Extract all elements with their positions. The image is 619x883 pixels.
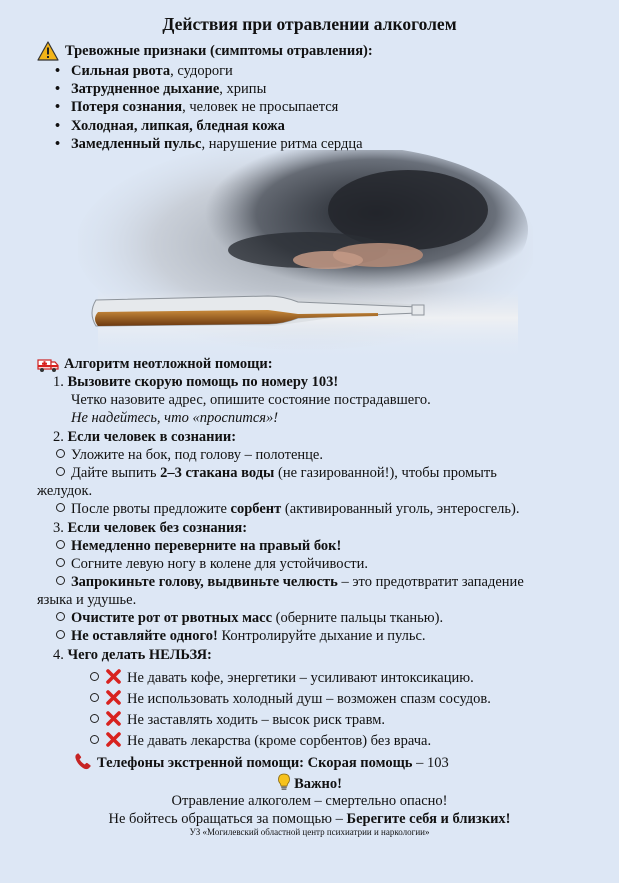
step-3-item: Согните левую ногу в колене для устойчивости.: [56, 555, 368, 573]
symptom-item: • Затрудненное дыхание, хрипы: [55, 80, 363, 98]
step-1-note: Не надейтесь, что «проспится»!: [71, 410, 279, 426]
emergency-phones: Телефоны экстренной помощи: Скорая помощь – 103: [74, 752, 449, 772]
step-3-item: Запрокиньте голову, выдвиньте челюсть – это предотвратит западение: [56, 573, 524, 591]
dont-item: Не заставлять ходить – высок риск травм.: [90, 710, 385, 729]
important-heading: Важно!: [0, 773, 619, 793]
step-3-item: Немедленно переверните на правый бок!: [56, 537, 341, 555]
important-line-2: Не бойтесь обращаться за помощью – Берегите себя и близких!: [108, 811, 511, 827]
phone-icon: [74, 752, 92, 770]
dont-item: Не давать кофе, энергетики – усиливают интоксикацию.: [90, 668, 474, 687]
step-1-line: Четко назовите адрес, опишите состояние пострадавшего.: [71, 392, 431, 408]
step-3-item: Не оставляйте одного! Контролируйте дыхание и пульс.: [56, 627, 426, 645]
cross-icon: [105, 710, 122, 727]
step-3-item-wrap: языка и удушье.: [37, 592, 137, 608]
cross-icon: [105, 689, 122, 706]
cross-icon: [105, 731, 122, 748]
important-line-1: Отравление алкоголем – смертельно опасно!: [171, 793, 448, 809]
lightbulb-icon: [277, 773, 291, 791]
illustration-photo: [78, 150, 533, 360]
dont-item: Не использовать холодный душ – возможен спазм сосудов.: [90, 689, 491, 708]
footer-organization: УЗ «Могилевский областной центр психиатрии и наркологии»: [189, 827, 430, 837]
symptom-item: • Замедленный пульс, нарушение ритма сердца: [55, 135, 363, 153]
symptom-item: • Сильная рвота, судороги: [55, 62, 363, 80]
page-title: Действия при отравлении алкоголем: [162, 14, 457, 34]
step-2-item-wrap: желудок.: [37, 483, 93, 499]
step-1-title: 1. Вызовите скорую помощь по номеру 103!: [53, 374, 339, 390]
step-2-item: Дайте выпить 2–3 стакана воды (не газированной!), чтобы промыть: [56, 464, 497, 482]
symptoms-list: [55, 62, 363, 153]
step-2-item: После рвоты предложите сорбент (активированный уголь, энтеросгель).: [56, 500, 519, 518]
step-4-title: 4. Чего делать НЕЛЬЗЯ:: [53, 647, 212, 663]
symptoms-heading: [37, 41, 373, 61]
symptom-item: • Потеря сознания, человек не просыпается: [55, 98, 363, 116]
step-3-title: 3. Если человек без сознания:: [53, 520, 248, 536]
step-3-item: Очистите рот от рвотных масс (оберните пальцы тканью).: [56, 609, 443, 627]
algorithm-heading-text: Алгоритм неотложной помощи:: [64, 356, 273, 372]
symptoms-heading-text: Тревожные признаки (симптомы отравления):: [65, 42, 373, 59]
step-2-title: 2. Если человек в сознании:: [53, 429, 237, 445]
ambulance-icon: [37, 357, 59, 373]
dont-item: Не давать лекарства (кроме сорбентов) без врача.: [90, 731, 431, 750]
algorithm-heading: [37, 356, 273, 373]
cross-icon: [105, 668, 122, 685]
warning-icon: [37, 41, 59, 61]
step-2-item: Уложите на бок, под голову – полотенце.: [56, 446, 323, 464]
symptom-item: • Холодная, липкая, бледная кожа: [55, 117, 363, 135]
